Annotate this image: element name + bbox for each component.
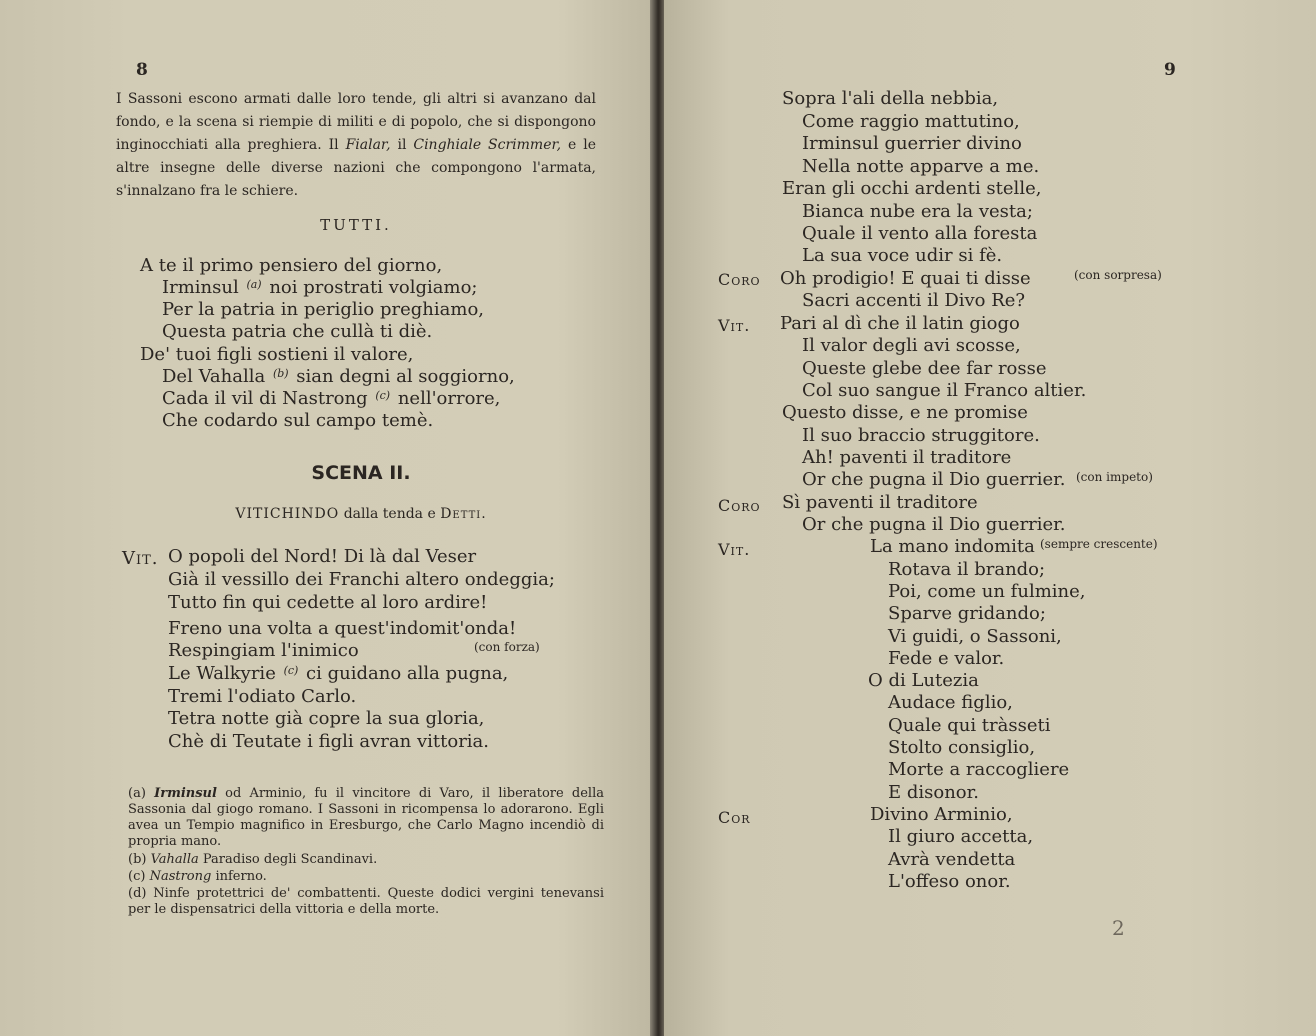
verse-line: Per la patria in periglio preghiamo, xyxy=(162,299,485,320)
verse-line: Or che pugna il Dio guerrier. xyxy=(802,514,1066,535)
verse-line: Queste glebe dee far rosse xyxy=(802,358,1047,379)
verse-line: Stolto consiglio, xyxy=(888,737,1036,758)
verse-line: La sua voce udir si fè. xyxy=(802,245,1003,266)
verse-line: Sì paventi il traditore xyxy=(782,492,978,513)
verse-line: Col suo sangue il Franco altier. xyxy=(802,380,1087,401)
verse-line: Tetra notte già copre la sua gloria, xyxy=(168,708,485,729)
verse-line: Oh prodigio! E quai ti disse xyxy=(780,268,1031,289)
verse-line: Respingiam l'inimico xyxy=(168,640,359,661)
verse-line: E disonor. xyxy=(888,782,979,803)
footnote: (b) Vahalla Paradiso degli Scandinavi. xyxy=(128,852,378,867)
right-page xyxy=(664,0,1316,1036)
verse-line: Già il vessillo dei Franchi altero ondeggia; xyxy=(168,569,555,590)
verse-line: Ah! paventi il traditore xyxy=(802,447,1012,468)
verse-line: Eran gli occhi ardenti stelle, xyxy=(782,178,1042,199)
verse-line: A te il primo pensiero del giorno, xyxy=(140,255,443,276)
footnote: (c) Nastrong inferno. xyxy=(128,869,267,884)
verse-line: Rotava il brando; xyxy=(888,559,1046,580)
verse-line: Audace figlio, xyxy=(888,692,1013,713)
verse-line: La mano indomita xyxy=(870,536,1035,557)
verse-line: Morte a raccogliere xyxy=(888,759,1070,780)
verse-line: Sopra l'ali della nebbia, xyxy=(782,88,999,109)
verse-line: Irminsul $^{(a)}$ noi prostrati volgiamo; xyxy=(162,277,478,298)
verse-line: Nella notte apparve a me. xyxy=(802,156,1040,177)
page-number: 9 xyxy=(1164,60,1176,80)
stage-note: (con forza) xyxy=(474,640,540,654)
verse-line: Questo disse, e ne promise xyxy=(782,402,1028,423)
verse-line: L'offeso onor. xyxy=(888,871,1011,892)
stage-direction: I Sassoni escono armati dalle loro tende, gli altri si avanzano dal fondo, e la scena si riempie di militi e di popolo, che si dispongono inginocchiati alla preghiera. Il Fialar, il Cinghiale Scrimmer, e le altre insegne delle diverse nazioni che compongono l'armata, s'innalzano fra le schiere. xyxy=(116,91,597,199)
verse-line: Pari al dì che il latin giogo xyxy=(780,313,1020,334)
verse-line: Chè di Teutate i figli avran vittoria. xyxy=(168,731,490,752)
verse-line: Quale il vento alla foresta xyxy=(802,223,1038,244)
speaker-vit: Vit. xyxy=(122,548,159,569)
speaker-cor: Cor xyxy=(718,808,751,827)
speaker-vit: Vit. xyxy=(718,316,751,335)
verse-line: De' tuoi figli sostieni il valore, xyxy=(140,344,414,365)
verse-line: Bianca nube era la vesta; xyxy=(802,201,1033,222)
stage-note: (sempre crescente) xyxy=(1040,537,1158,551)
speaker-vit: Vit. xyxy=(718,540,751,559)
footnote: (a) Irminsul od Arminio, fu il vincitore di Varo, il liberatore della Sassonia dal giogo romano. I Sassoni in ricompensa lo adorarono. Egli avea un Tempio magnifico in Eresburgo, che Carlo Magno incendiò di propria mano. xyxy=(128,786,604,849)
verse-line: Le Walkyrie $^{(c)}$ ci guidano alla pugna, xyxy=(168,663,509,684)
verse-line: O di Lutezia xyxy=(868,670,979,691)
verse-line: Sparve gridando; xyxy=(888,603,1046,624)
verse-line: Or che pugna il Dio guerrier. xyxy=(802,469,1066,490)
verse-line: Questa patria che cullà ti diè. xyxy=(162,321,433,342)
verse-line: O popoli del Nord! Di là dal Veser xyxy=(168,546,477,567)
speaker-coro: Coro xyxy=(718,270,761,289)
verse-line: Tutto fin qui cedette al loro ardire! xyxy=(168,592,488,613)
verse-line: Irminsul guerrier divino xyxy=(802,133,1022,154)
stage-note: (con sorpresa) xyxy=(1074,268,1162,282)
scene-heading: SCENA II. xyxy=(311,462,411,484)
page-number: 8 xyxy=(136,60,148,80)
tutti-heading: TUTTI. xyxy=(320,216,392,234)
verse-line: Del Vahalla $^{(b)}$ sian degni al soggiorno, xyxy=(162,366,515,387)
verse-line: Divino Arminio, xyxy=(870,804,1013,825)
verse-line: Il valor degli avi scosse, xyxy=(802,335,1021,356)
verse-line: Come raggio mattutino, xyxy=(802,111,1020,132)
verse-line: Vi guidi, o Sassoni, xyxy=(888,626,1062,647)
verse-line: Sacri accenti il Divo Re? xyxy=(802,290,1026,311)
stage-note: (con impeto) xyxy=(1076,470,1153,484)
footnote: (d) Ninfe protettrici de' combattenti. Queste dodici vergini tenevansi per le dispensatrici della vittoria e della morte. xyxy=(128,886,604,917)
verse-line: Fede e valor. xyxy=(888,648,1005,669)
speaker-coro: Coro xyxy=(718,496,761,515)
verse-line: Il giuro accetta, xyxy=(888,826,1034,847)
verse-line: Il suo braccio struggitore. xyxy=(802,425,1040,446)
signature-mark: 2 xyxy=(1112,916,1125,940)
verse-line: Tremi l'odiato Carlo. xyxy=(168,686,357,707)
verse-line: Freno una volta a quest'indomit'onda! xyxy=(168,618,517,639)
verse-line: Che codardo sul campo temè. xyxy=(162,410,434,431)
verse-line: Quale qui tràsseti xyxy=(888,715,1051,736)
scene-subtitle: VITICHINDO dalla tenda e Detti. xyxy=(235,506,487,522)
verse-line: Cada il vil di Nastrong $^{(c)}$ nell'orrore, xyxy=(162,388,501,409)
left-page xyxy=(0,0,656,1036)
verse-line: Poi, come un fulmine, xyxy=(888,581,1086,602)
verse-line: Avrà vendetta xyxy=(888,849,1016,870)
